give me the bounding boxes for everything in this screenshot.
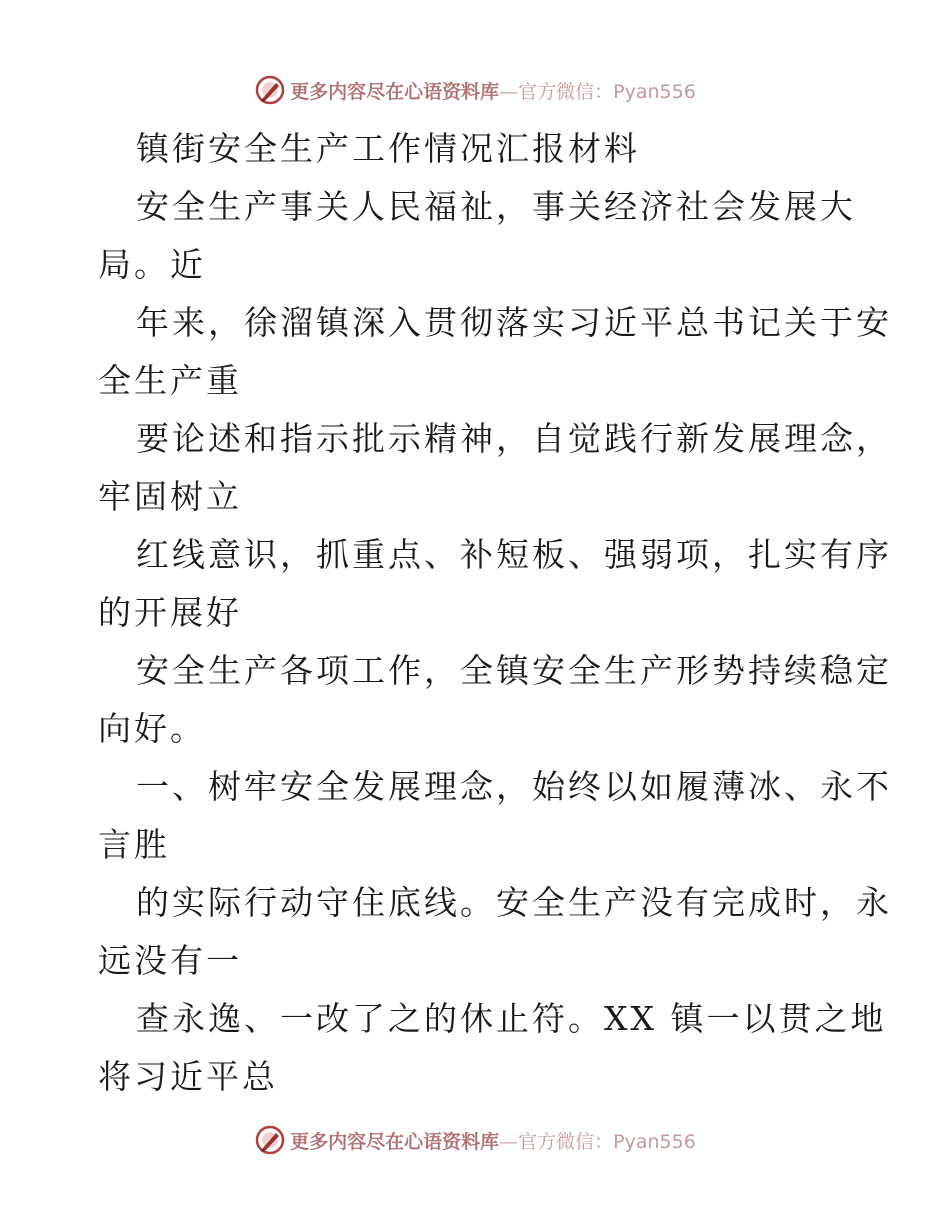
banner-separator: — [499, 1130, 519, 1153]
text-line: 局。近 [98, 245, 206, 284]
text-line: 安全生产各项工作，全镇安全生产形势持续稳定 [136, 651, 892, 690]
text-line: 镇街安全生产工作情况汇报材料 [136, 129, 640, 168]
header-banner [0, 70, 950, 110]
text-line: 一、树牢安全发展理念，始终以如履薄冰、永不 [136, 767, 892, 806]
banner-separator: — [499, 80, 519, 103]
text-line: 年来，徐溜镇深入贯彻落实习近平总书记关于安 [136, 303, 892, 342]
banner-main-text: 更多内容尽在心语资料库 [290, 80, 500, 103]
banner-main-text: 更多内容尽在心语资料库 [290, 1130, 500, 1153]
text-line: 言胜 [98, 825, 170, 864]
pen-logo-icon [254, 1124, 286, 1156]
text-line: 向好。 [98, 709, 206, 748]
text-line: 牢固树立 [98, 477, 242, 516]
banner-wechat-text: 官方微信：Pyan556 [518, 80, 696, 103]
banner-wechat-text: 官方微信：Pyan556 [518, 1130, 696, 1153]
text-line: 全生产重 [98, 361, 242, 400]
text-line: 要论述和指示批示精神，自觉践行新发展理念， [136, 419, 892, 458]
text-line: 的开展好 [98, 593, 242, 632]
pen-logo-icon [254, 74, 286, 106]
text-line: 安全生产事关人民福祉，事关经济社会发展大 [136, 187, 856, 226]
text-line: 的实际行动守住底线。安全生产没有完成时，永 [136, 883, 892, 922]
text-line: 红线意识，抓重点、补短板、强弱项，扎实有序 [136, 535, 892, 574]
footer-banner [0, 1120, 950, 1160]
banner-text [290, 77, 696, 104]
document-body [98, 120, 892, 1106]
banner-text [290, 1127, 696, 1154]
text-line: 远没有一 [98, 941, 242, 980]
text-line: 将习近平总 [98, 1057, 278, 1096]
text-line: 查永逸、一改了之的休止符。XX 镇一以贯之地 [136, 999, 887, 1038]
